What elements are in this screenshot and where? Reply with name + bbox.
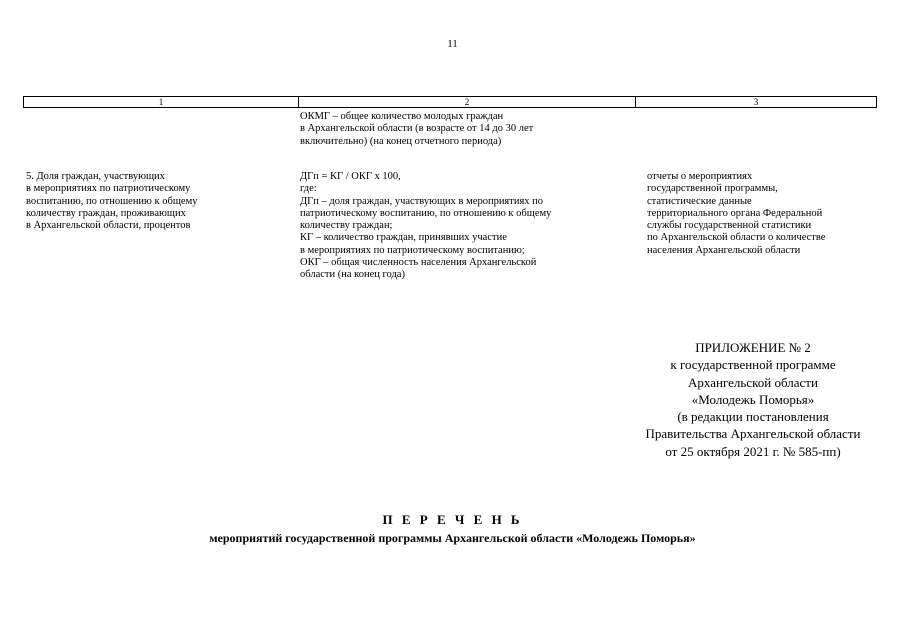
column-header-1: 1 — [24, 97, 299, 107]
indicator-line: в мероприятиях по патриотическому — [26, 183, 191, 195]
source-line: службы государственной статистики — [647, 220, 812, 232]
source-line: по Архангельской области о количестве — [647, 232, 826, 244]
list-title: П Е Р Е Ч Е Н Ь — [382, 512, 523, 527]
appendix-line: Правительства Архангельской области — [645, 426, 861, 442]
continued-formula-cell — [300, 111, 533, 148]
appendix-line: от 25 октября 2021 г. № 585-пп) — [665, 443, 841, 459]
indicator-line: количеству граждан, проживающих — [26, 207, 186, 219]
indicator-line: 5. Доля граждан, участвующих — [26, 171, 165, 182]
formula-line: ДГп – доля граждан, участвующих в мероприятиях по — [300, 195, 544, 207]
appendix-line: (в редакции постановления — [677, 409, 829, 425]
formula-line: области (на конец года) — [300, 269, 405, 281]
appendix-line: «Молодежь Поморья» — [691, 391, 815, 407]
page-number: 11 — [447, 38, 458, 50]
indicator-line: воспитанию, по отношению к общему — [26, 195, 198, 207]
formula-line: ДГп = КГ / ОКГ x 100, — [300, 171, 401, 182]
list-subtitle: мероприятий государственной программы Архангельской области «Молодежь Поморья» — [209, 531, 696, 545]
source-line: государственной программы, — [647, 183, 778, 195]
formula-line: в мероприятиях по патриотическому воспитанию; — [300, 244, 525, 256]
appendix-line: к государственной программе — [670, 357, 836, 373]
formula-line: количеству граждан; — [300, 220, 393, 232]
appendix-line: Архангельской области — [688, 374, 818, 390]
source-line: населения Архангельской области — [647, 244, 801, 256]
indicator-cell — [26, 171, 197, 232]
formula-line: патриотическому воспитанию, по отношению к общему — [300, 207, 552, 219]
formula-line: КГ – количество граждан, принявших участие — [300, 232, 507, 244]
formula-line: ОКМГ – общее количество молодых граждан — [300, 111, 504, 122]
formula-line: где: — [300, 183, 317, 195]
formula-cell — [300, 171, 551, 282]
source-line: территориального органа Федеральной — [647, 207, 823, 219]
appendix-heading — [618, 339, 888, 460]
formula-line: включительно) (на конец отчетного периода) — [300, 135, 502, 147]
table-column-header — [23, 96, 877, 108]
formula-line: ОКГ – общая численность населения Архангельской — [300, 257, 537, 269]
formula-line: в Архангельской области (в возрасте от 14 до 30 лет — [300, 123, 534, 135]
column-header-2: 2 — [299, 97, 636, 107]
source-line: отчеты о мероприятиях — [647, 171, 753, 182]
appendix-line: ПРИЛОЖЕНИЕ № 2 — [695, 340, 811, 355]
source-line: статистические данные — [647, 195, 752, 207]
indicator-line: в Архангельской области, процентов — [26, 220, 191, 232]
column-header-3: 3 — [753, 97, 759, 107]
source-cell — [647, 171, 825, 257]
